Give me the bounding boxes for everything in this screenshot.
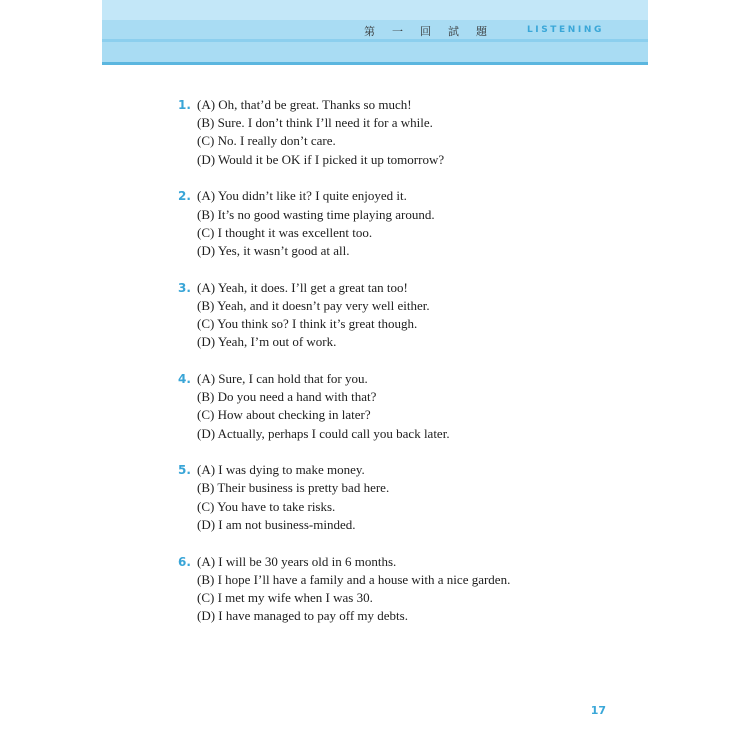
chapter-title: 第一回試題 — [364, 25, 504, 38]
option-d: (D) I have managed to pay off my debts. — [197, 608, 408, 624]
option-a: (A) Sure, I can hold that for you. — [197, 370, 368, 386]
option-b: (B) I hope I’ll have a family and a house with a nice garden. — [197, 571, 511, 587]
option-b: (B) Do you need a hand with that? — [197, 389, 377, 405]
question-1 — [178, 96, 638, 169]
page-number: 17 — [590, 704, 606, 717]
option-c: (C) You think so? I think it’s great though. — [197, 316, 418, 332]
question-list — [178, 96, 638, 644]
question-6 — [178, 553, 638, 626]
question-number: 1. — [178, 98, 191, 112]
option-a: (A) Yeah, it does. I’ll get a great tan too! — [197, 279, 408, 295]
question-number: 2. — [178, 189, 191, 204]
header-band — [102, 0, 648, 62]
header-light-strip — [102, 0, 648, 20]
option-a: (A) I was dying to make money. — [197, 462, 365, 478]
question-number: 4. — [178, 371, 191, 386]
option-a: (A) Oh, that’d be great. Thanks so much! — [197, 97, 412, 112]
option-d: (D) Yeah, I’m out of work. — [197, 334, 337, 350]
option-b: (B) Yeah, and it doesn’t pay very well either. — [197, 297, 430, 313]
section-label: LISTENING — [526, 25, 604, 35]
option-a: (A) I will be 30 years old in 6 months. — [197, 553, 397, 569]
question-3 — [178, 279, 638, 352]
option-d: (D) Actually, perhaps I could call you back later. — [197, 425, 450, 441]
question-number: 5. — [178, 463, 191, 478]
option-d: (D) I am not business-minded. — [197, 516, 356, 532]
option-c: (C) No. I really don’t care. — [197, 133, 336, 149]
question-number: 6. — [178, 554, 191, 569]
option-a: (A) You didn’t like it? I quite enjoyed it. — [197, 188, 407, 204]
header-rule — [102, 62, 648, 65]
question-4 — [178, 370, 638, 443]
option-c: (C) I met my wife when I was 30. — [197, 589, 373, 605]
header-stripe — [102, 39, 648, 42]
question-2 — [178, 187, 638, 260]
option-c: (C) You have to take risks. — [197, 498, 336, 514]
book-page — [102, 0, 648, 749]
option-c: (C) How about checking in later? — [197, 407, 371, 423]
option-b: (B) It’s no good wasting time playing around. — [197, 206, 435, 222]
option-b: (B) Their business is pretty bad here. — [197, 480, 390, 496]
option-d: (D) Yes, it wasn’t good at all. — [197, 242, 350, 258]
option-d: (D) Would it be OK if I picked it up tomorrow? — [197, 151, 445, 167]
question-5 — [178, 461, 638, 534]
question-number: 3. — [178, 280, 191, 295]
option-c: (C) I thought it was excellent too. — [197, 224, 373, 240]
option-b: (B) Sure. I don’t think I’ll need it for a while. — [197, 115, 433, 131]
